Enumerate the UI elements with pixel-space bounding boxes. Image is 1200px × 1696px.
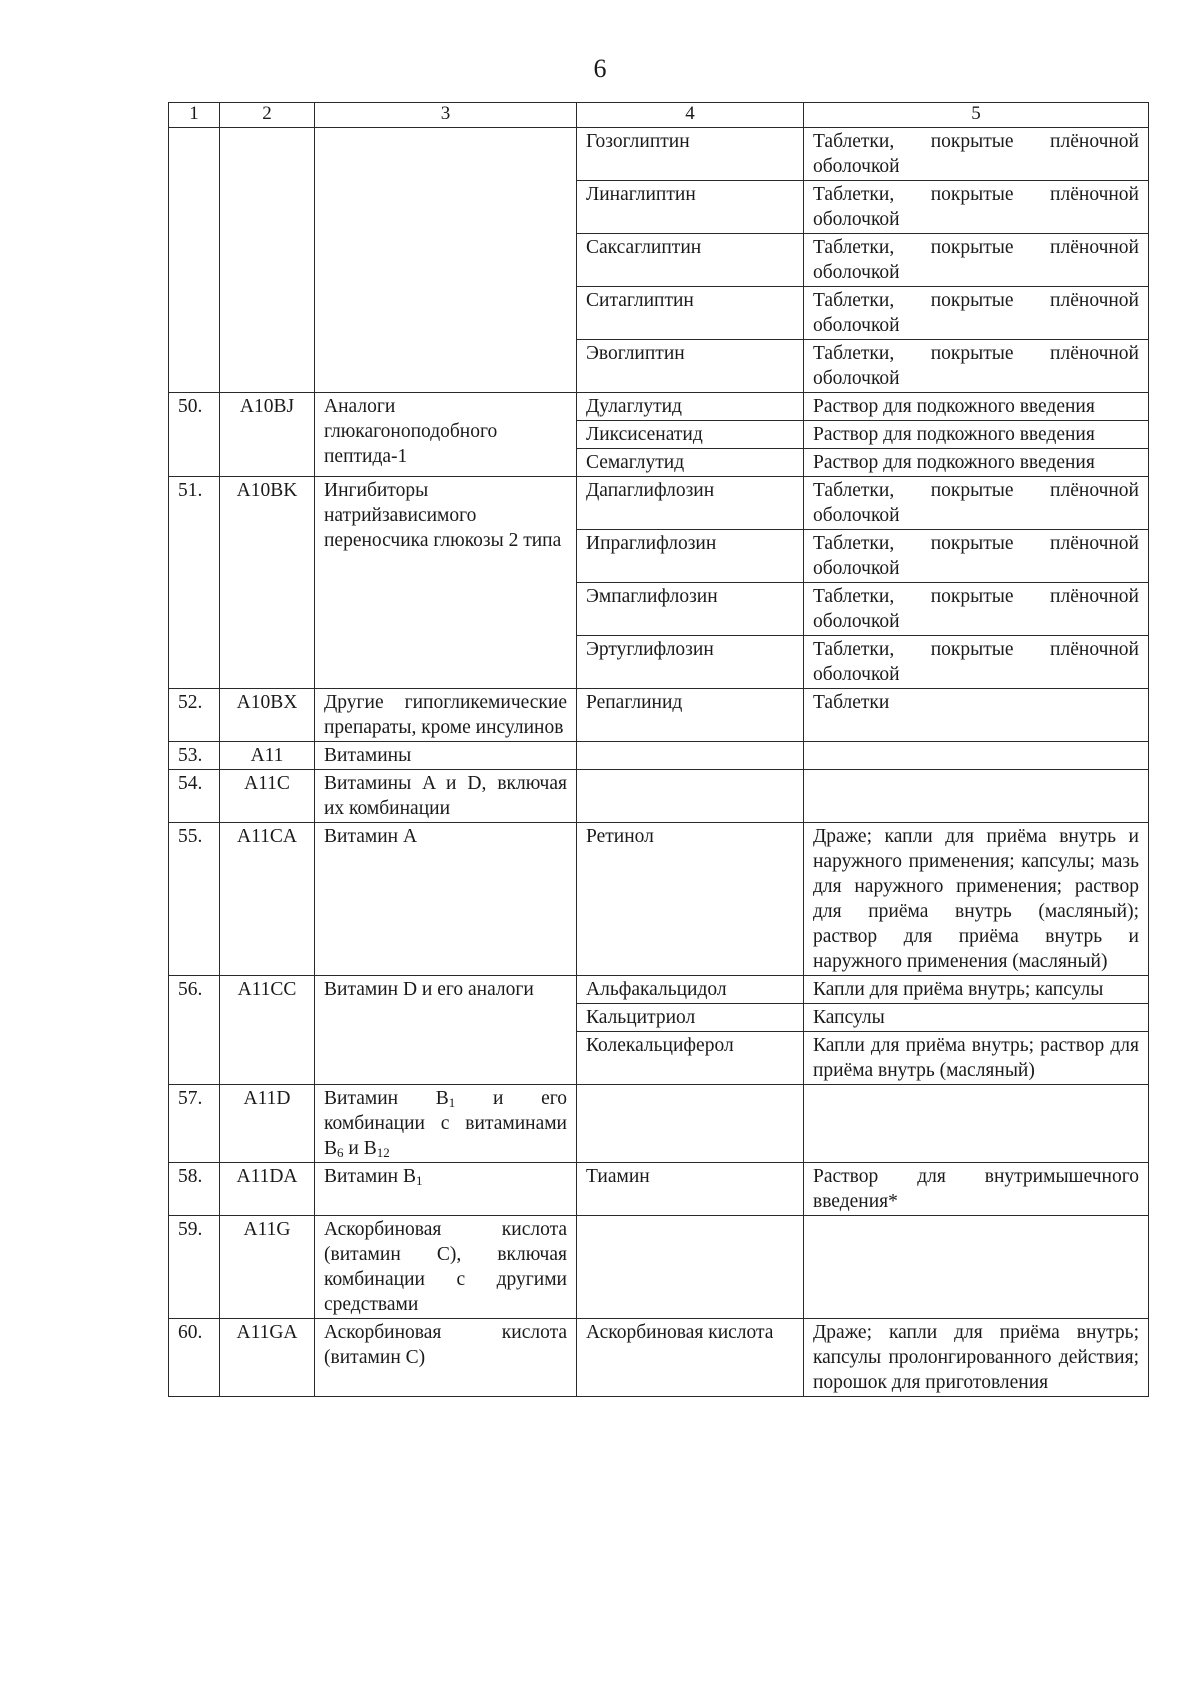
dosage-form-cell: Раствор для внутримышечного введения* [804, 1163, 1149, 1216]
dosage-form-cell: Таблетки, покрытые плёночной оболочкой [804, 340, 1149, 393]
column-header: 1 [169, 103, 220, 128]
row-number-cell [169, 128, 220, 393]
dosage-form-cell: Драже; капли для приёма внутрь; капсулы пролонгированного действия; порошок для приготовления [804, 1319, 1149, 1397]
table-row [169, 1085, 1149, 1163]
drug-name-cell: Ликсисенатид [577, 421, 804, 449]
drug-list-table [168, 102, 1149, 1397]
dosage-form-cell: Таблетки, покрытые плёночной оболочкой [804, 128, 1149, 181]
drug-name-cell: Кальцитриол [577, 1004, 804, 1032]
row-number-cell: 60. [169, 1319, 220, 1397]
table-row [169, 823, 1149, 976]
dosage-form-cell: Таблетки, покрытые плёночной оболочкой [804, 287, 1149, 340]
atc-code-cell: A11C [220, 770, 315, 823]
dosage-form-cell: Раствор для подкожного введения [804, 449, 1149, 477]
atc-code-cell [220, 128, 315, 393]
column-header: 4 [577, 103, 804, 128]
atc-code-cell: A10BJ [220, 393, 315, 477]
table-row [169, 1216, 1149, 1319]
row-number-cell: 58. [169, 1163, 220, 1216]
table-row [169, 976, 1149, 1004]
drug-name-cell [577, 770, 804, 823]
drug-name-cell: Гозоглиптин [577, 128, 804, 181]
drug-name-cell [577, 1085, 804, 1163]
dosage-form-cell: Таблетки, покрытые плёночной оболочкой [804, 181, 1149, 234]
group-name-cell: Витамины A и D, включая их комбинации [315, 770, 577, 823]
atc-code-cell: A11GA [220, 1319, 315, 1397]
row-number-cell: 53. [169, 742, 220, 770]
group-name-cell [315, 1085, 577, 1163]
group-name-cell [315, 1163, 577, 1216]
group-name-cell: Аскорбиновая кислота (витамин C), включая комбинации с другими средствами [315, 1216, 577, 1319]
dosage-form-cell [804, 742, 1149, 770]
dosage-form-cell [804, 1216, 1149, 1319]
row-number-cell: 50. [169, 393, 220, 477]
drug-name-cell: Ретинол [577, 823, 804, 976]
dosage-form-cell: Таблетки, покрытые плёночной оболочкой [804, 530, 1149, 583]
atc-code-cell: A10BK [220, 477, 315, 689]
group-text: и его комбинации с витаминами B [324, 1088, 567, 1159]
drug-name-cell: Эртуглифлозин [577, 636, 804, 689]
group-name-cell: Аналоги глюкагоноподобного пептида-1 [315, 393, 577, 477]
table-row [169, 1319, 1149, 1397]
subscript: 1 [448, 1095, 456, 1110]
atc-code-cell: A11 [220, 742, 315, 770]
group-name-cell: Витамин D и его аналоги [315, 976, 577, 1085]
column-header: 2 [220, 103, 315, 128]
drug-name-cell: Аскорбиновая кислота [577, 1319, 804, 1397]
row-number-cell: 54. [169, 770, 220, 823]
column-header: 3 [315, 103, 577, 128]
row-number-cell: 57. [169, 1085, 220, 1163]
drug-name-cell: Ситаглиптин [577, 287, 804, 340]
table-row [169, 477, 1149, 530]
drug-name-cell: Дапаглифлозин [577, 477, 804, 530]
group-name-cell: Витамин A [315, 823, 577, 976]
table-row [169, 393, 1149, 421]
subscript: 1 [415, 1173, 423, 1188]
dosage-form-cell: Таблетки, покрытые плёночной оболочкой [804, 477, 1149, 530]
dosage-form-cell: Драже; капли для приёма внутрь и наружного применения; капсулы; мазь для наружного применения; раствор для приёма внутрь (масляный); раствор для приёма внутрь и наружного применения (масляный) [804, 823, 1149, 976]
group-text: Витамин B [324, 1088, 449, 1109]
atc-code-cell: A11G [220, 1216, 315, 1319]
row-number-cell: 59. [169, 1216, 220, 1319]
drug-name-cell: Саксаглиптин [577, 234, 804, 287]
drug-name-cell [577, 742, 804, 770]
drug-name-cell: Альфакальцидол [577, 976, 804, 1004]
dosage-form-cell: Таблетки [804, 689, 1149, 742]
drug-name-cell: Репаглинид [577, 689, 804, 742]
drug-name-cell: Колекальциферол [577, 1032, 804, 1085]
dosage-form-cell: Раствор для подкожного введения [804, 421, 1149, 449]
drug-name-cell: Эвоглиптин [577, 340, 804, 393]
table-row [169, 1163, 1149, 1216]
subscript: 12 [376, 1145, 390, 1160]
dosage-form-cell: Капсулы [804, 1004, 1149, 1032]
group-name-cell: Витамины [315, 742, 577, 770]
row-number-cell: 52. [169, 689, 220, 742]
drug-name-cell: Эмпаглифлозин [577, 583, 804, 636]
group-name-cell [315, 128, 577, 393]
group-text: Витамин B [324, 1166, 416, 1187]
group-name-cell: Ингибиторы натрийзависимого переносчика глюкозы 2 типа [315, 477, 577, 689]
dosage-form-cell [804, 1085, 1149, 1163]
row-number-cell: 56. [169, 976, 220, 1085]
dosage-form-cell [804, 770, 1149, 823]
drug-name-cell [577, 1216, 804, 1319]
dosage-form-cell: Таблетки, покрытые плёночной оболочкой [804, 636, 1149, 689]
column-header: 5 [804, 103, 1149, 128]
drug-name-cell: Тиамин [577, 1163, 804, 1216]
group-name-cell: Другие гипогликемические препараты, кроме инсулинов [315, 689, 577, 742]
page-number: 6 [593, 54, 607, 83]
dosage-form-cell: Раствор для подкожного введения [804, 393, 1149, 421]
table-row [169, 128, 1149, 181]
drug-name-cell: Линаглиптин [577, 181, 804, 234]
drug-name-cell: Дулаглутид [577, 393, 804, 421]
subscript: 6 [337, 1145, 344, 1160]
atc-code-cell: A11D [220, 1085, 315, 1163]
dosage-form-cell: Капли для приёма внутрь; капсулы [804, 976, 1149, 1004]
table-row [169, 770, 1149, 823]
group-name-cell: Аскорбиновая кислота (витамин C) [315, 1319, 577, 1397]
dosage-form-cell: Таблетки, покрытые плёночной оболочкой [804, 234, 1149, 287]
dosage-form-cell: Таблетки, покрытые плёночной оболочкой [804, 583, 1149, 636]
atc-code-cell: A11DA [220, 1163, 315, 1216]
drug-name-cell: Ипраглифлозин [577, 530, 804, 583]
table-row [169, 689, 1149, 742]
group-text: и B [343, 1138, 377, 1159]
dosage-form-cell: Капли для приёма внутрь; раствор для приёма внутрь (масляный) [804, 1032, 1149, 1085]
atc-code-cell: A10BX [220, 689, 315, 742]
row-number-cell: 55. [169, 823, 220, 976]
atc-code-cell: A11CC [220, 976, 315, 1085]
table-header-row [169, 103, 1149, 128]
atc-code-cell: A11CA [220, 823, 315, 976]
drug-name-cell: Семаглутид [577, 449, 804, 477]
row-number-cell: 51. [169, 477, 220, 689]
table-row [169, 742, 1149, 770]
